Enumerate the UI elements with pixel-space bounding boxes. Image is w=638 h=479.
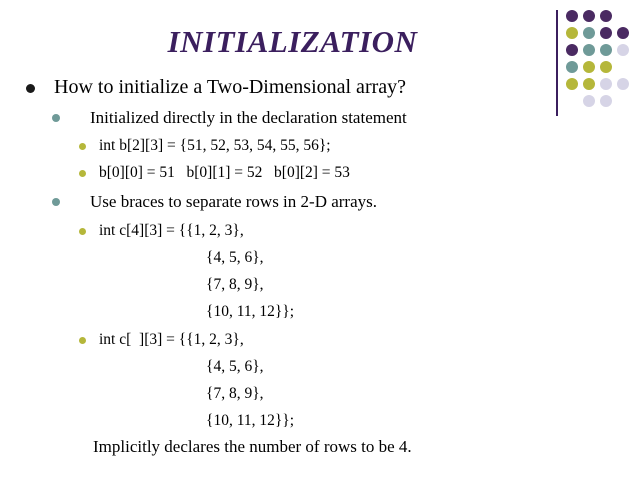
dot	[600, 27, 612, 39]
dot	[583, 95, 595, 107]
sub-bullet-declaration: Initialized directly in the declaration statement	[90, 108, 407, 127]
code-line-c4-row: {7, 8, 9},	[206, 276, 264, 293]
dot	[583, 78, 595, 90]
dot	[583, 61, 595, 73]
code-line-b-declaration: int b[2][3] = {51, 52, 53, 54, 55, 56};	[99, 137, 331, 154]
code-line-c4-row: {10, 11, 12}};	[206, 303, 295, 320]
code-line-cempty-row: {10, 11, 12}};	[206, 412, 295, 429]
bullet-level3-icon	[79, 337, 86, 344]
main-bullet-text: How to initialize a Two-Dimensional array?	[54, 76, 407, 98]
bullet-level3-icon	[79, 228, 86, 235]
bullet-level2-icon	[52, 114, 60, 122]
bullet-level1-icon	[26, 84, 35, 93]
slide-title: INITIALIZATION	[167, 24, 418, 59]
bullet-level2-icon	[52, 198, 60, 206]
dot	[600, 10, 612, 22]
dot	[600, 95, 612, 107]
code-line-b-values: b[0][0] = 51 b[0][1] = 52 b[0][2] = 53	[99, 164, 350, 181]
implicit-rows-note: Implicitly declares the number of rows to be 4.	[93, 437, 412, 456]
dot	[566, 61, 578, 73]
code-line-c4-row: {4, 5, 6},	[206, 249, 264, 266]
dot	[617, 27, 629, 39]
dot	[600, 44, 612, 56]
dot	[600, 61, 612, 73]
code-line-c4-first: int c[4][3] = {{1, 2, 3},	[99, 222, 244, 239]
dot	[583, 10, 595, 22]
code-line-cempty-first: int c[ ][3] = {{1, 2, 3},	[99, 331, 244, 348]
code-line-cempty-row: {7, 8, 9},	[206, 385, 264, 402]
sub-bullet-braces: Use braces to separate rows in 2-D arrays.	[90, 192, 377, 211]
dot	[566, 78, 578, 90]
dot	[617, 78, 629, 90]
bullet-level3-icon	[79, 170, 86, 177]
dot	[617, 44, 629, 56]
bullet-level3-icon	[79, 143, 86, 150]
dot	[600, 78, 612, 90]
code-line-cempty-row: {4, 5, 6},	[206, 358, 264, 375]
dot	[566, 10, 578, 22]
